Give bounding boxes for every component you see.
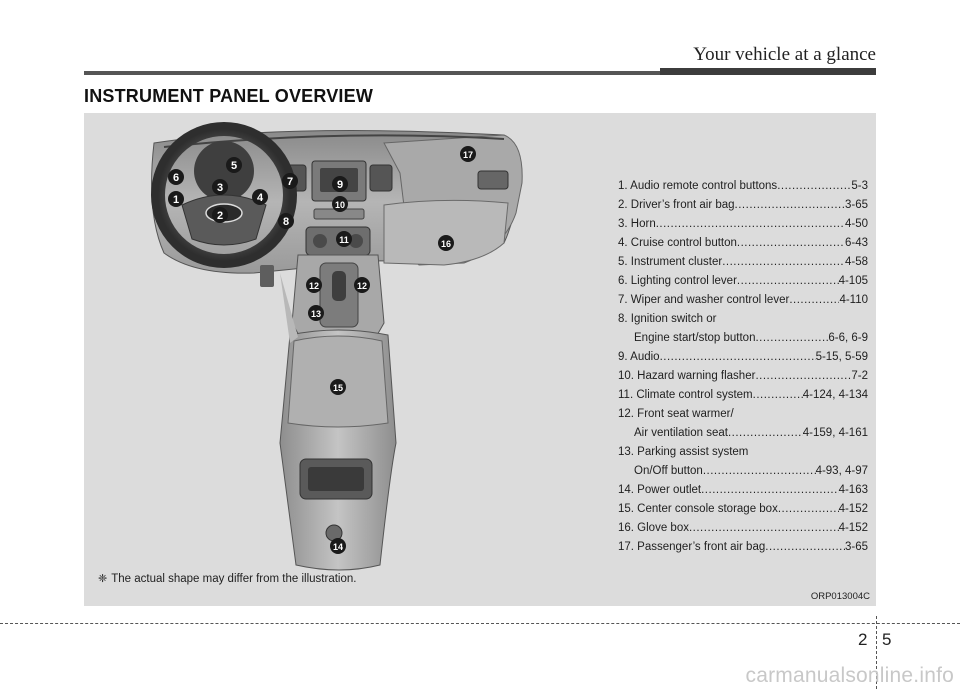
legend-item-label: Air ventilation seat xyxy=(634,427,728,439)
legend-item-leader xyxy=(777,177,851,196)
legend-item-leader xyxy=(689,519,839,538)
legend-item-label: 16. Glove box xyxy=(618,522,689,534)
legend-item-leader xyxy=(737,272,839,291)
callout-label: 9 xyxy=(336,179,344,191)
legend-item-page: 4-159, 4-161 xyxy=(802,427,868,439)
legend-item-leader xyxy=(765,538,845,557)
legend-item-page: 4-105 xyxy=(838,275,868,287)
callout-label: 14 xyxy=(332,542,344,552)
legend-item-page: 4-152 xyxy=(838,503,868,515)
callout-label: 8 xyxy=(282,216,290,228)
legend-item-leader xyxy=(755,329,828,348)
legend-item-label: 7. Wiper and washer control lever xyxy=(618,294,790,306)
legend-item-page: 4-50 xyxy=(844,218,868,230)
page-number: 5 xyxy=(882,630,892,649)
legend-item-label: 5. Instrument cluster xyxy=(618,256,723,268)
legend-item-page: 4-110 xyxy=(839,294,868,306)
legend-item-page: 4-93, 4-97 xyxy=(815,465,868,477)
legend-item-label: 3. Horn xyxy=(618,218,656,230)
legend-item-label: 11. Climate control system xyxy=(618,389,753,401)
legend-item xyxy=(618,310,868,329)
legend-item-label: Engine start/stop button xyxy=(634,332,756,344)
legend-item-page: 5-15, 5-59 xyxy=(815,351,868,363)
legend-item-page: 6-6, 6-9 xyxy=(828,332,868,344)
pedal xyxy=(260,265,274,287)
legend-item xyxy=(618,348,868,367)
legend-item-page: 4-152 xyxy=(838,522,868,534)
legend-item-page: 7-2 xyxy=(851,370,868,382)
legend-item xyxy=(618,405,868,424)
legend-item-leader xyxy=(755,367,851,386)
header-rule-accent xyxy=(660,68,876,75)
legend-item-page: 3-65 xyxy=(844,199,868,211)
legend-item-leader xyxy=(660,348,816,367)
callout-label: 4 xyxy=(256,192,264,204)
legend-item-page: 3-65 xyxy=(844,541,868,553)
legend-item-label: 2. Driver’s front air bag xyxy=(618,199,735,211)
legend-item xyxy=(618,481,868,500)
legend-item-label: 1. Audio remote control buttons xyxy=(618,180,778,192)
legend-list xyxy=(618,177,868,557)
bottom-rule xyxy=(0,623,960,624)
section-title: INSTRUMENT PANEL OVERVIEW xyxy=(84,86,374,106)
legend-item xyxy=(618,272,868,291)
legend-item-label: 15. Center console storage box xyxy=(618,503,778,515)
legend-item-label: 13. Parking assist system xyxy=(618,446,749,458)
legend-item xyxy=(618,253,868,272)
illustration-note xyxy=(98,572,356,585)
legend-item xyxy=(618,196,868,215)
legend-item-leader xyxy=(737,234,845,253)
legend-item-leader xyxy=(703,462,816,481)
vent-right xyxy=(370,165,392,191)
legend-item xyxy=(618,538,868,557)
callout-label: 3 xyxy=(216,182,224,194)
glove-box xyxy=(384,200,508,265)
callout-label: 11 xyxy=(339,235,349,245)
callout-label: 17 xyxy=(462,150,474,160)
callout-label: 10 xyxy=(334,200,346,210)
legend-item xyxy=(618,234,868,253)
legend-item-leader xyxy=(778,500,839,519)
legend-item-label: 10. Hazard warning flasher xyxy=(618,370,756,382)
legend-item-page: 5-3 xyxy=(851,180,868,192)
legend-item xyxy=(618,177,868,196)
legend-item-page: 6-43 xyxy=(844,237,868,249)
note-icon: ❈ xyxy=(98,573,108,585)
shift-knob xyxy=(332,271,346,301)
callout-label: 6 xyxy=(172,172,180,184)
legend-item-leader xyxy=(753,386,803,405)
callout-label: 1 xyxy=(172,194,180,206)
note-text: The actual shape may differ from the illustration. xyxy=(111,573,357,585)
legend-item-leader xyxy=(735,196,845,215)
legend-item-leader xyxy=(728,424,803,443)
legend-item-leader xyxy=(656,215,845,234)
legend-item-leader xyxy=(789,291,839,310)
callout-label: 12 xyxy=(356,281,368,291)
legend-item xyxy=(618,367,868,386)
legend-item xyxy=(618,462,868,481)
legend-item xyxy=(618,443,868,462)
callout-label: 15 xyxy=(332,383,344,393)
climate-knob-left xyxy=(313,234,327,248)
rear-vent-grille xyxy=(308,467,364,491)
header-title: Your vehicle at a glance xyxy=(693,44,876,65)
vent-passenger xyxy=(478,171,508,189)
callout-label: 12 xyxy=(308,281,320,291)
legend-item xyxy=(618,329,868,348)
watermark: carmanualsonline.info xyxy=(745,664,954,687)
legend-item-page: 4-163 xyxy=(838,484,868,496)
legend-item xyxy=(618,500,868,519)
callout-label: 16 xyxy=(440,239,452,249)
legend-item-leader xyxy=(701,481,838,500)
legend-item-label: 6. Lighting control lever xyxy=(618,275,737,287)
legend-item-label: 4. Cruise control button xyxy=(618,237,737,249)
legend-item-page: 4-58 xyxy=(844,256,868,268)
figure-panel xyxy=(84,113,876,606)
legend-item xyxy=(618,519,868,538)
callout-label: 5 xyxy=(230,160,238,172)
legend-item-label: 9. Audio xyxy=(618,351,660,363)
legend-item-label: On/Off button xyxy=(634,465,703,477)
legend-item-label: 8. Ignition switch or xyxy=(618,313,717,325)
legend-item xyxy=(618,386,868,405)
legend-item xyxy=(618,215,868,234)
legend-item-label: 12. Front seat warmer/ xyxy=(618,408,734,420)
callout-label: 2 xyxy=(216,210,224,222)
legend-item-leader xyxy=(722,253,845,272)
figure-code: ORP013004C xyxy=(810,591,870,602)
legend-item-label: 17. Passenger’s front air bag xyxy=(618,541,766,553)
callout-label: 13 xyxy=(310,309,322,319)
chapter-number: 2 xyxy=(858,630,868,649)
legend-item xyxy=(618,291,868,310)
legend-item-label: 14. Power outlet xyxy=(618,484,702,496)
callout-label: 7 xyxy=(286,176,294,188)
legend-item-page: 4-124, 4-134 xyxy=(802,389,868,401)
legend-item xyxy=(618,424,868,443)
